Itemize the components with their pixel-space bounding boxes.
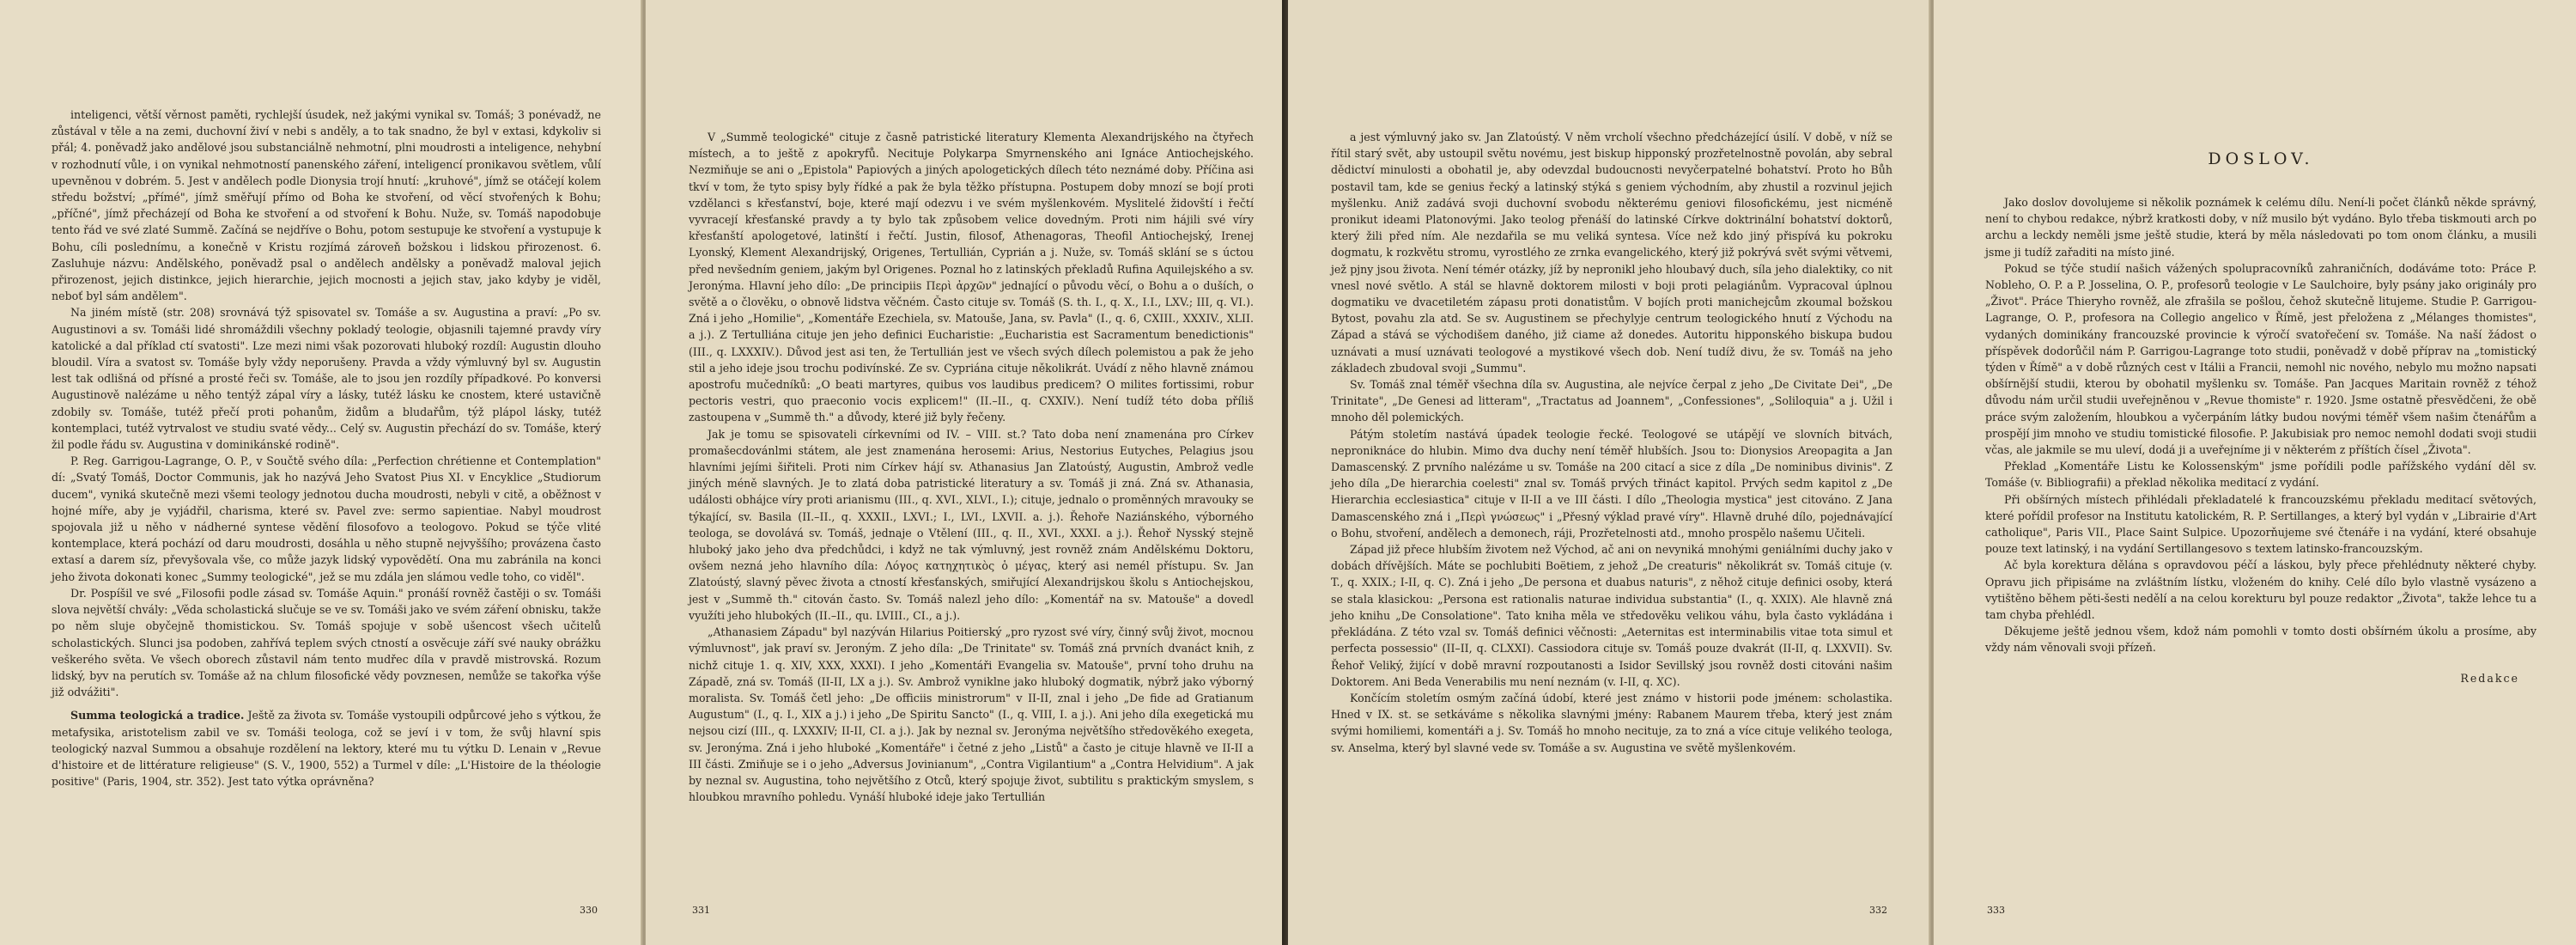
paragraph: Na jiném místě (str. 208) srovnává týž spisovatel sv. Tomáše a sv. Augustina a praví: „Po sv. Augustinovi a sv. Tomáši lidé shromáždili všechny pokladý teologie, objasnili tajemné pravdy víry katolické a dal příklad ctí svatosti". Lze mezi nimi však pozorovati hluboký rozdíl: Augustin dlouho bloudil. Víra a svatost sv. Tomáše byly vždy neporušeny. Pravda a vždy výmluvný byl sv. Augustin lest tak odlišná od přísné a prosté řeči sv. Tomáše, ale to jsou jen rozdíly případkové. Po konversi Augustinově nalézáme u něho tentýž zápal víry a lásky, tutéž lásku ke cnostem, které ustavičně zdobily sv. Tomáše, tutéž přečí proti pohanům, židům a bludařům, týž plápol lásky, tutéž kontemplaci, tutéž vytrvalost ve studiu svaté vědy... Celý sv. Augustin přechází do sv. Tomáše, který žil podle řádu sv. Augustina v dominikánské rodině". <box>52 306 601 452</box>
paragraph: P. Reg. Garrigou-Lagrange, O. P., v Součtě svého díla: „Perfection chrétienne et Contemplation" dí: „Svatý Tomáš, Doctor Communis, jak ho nazývá Jeho Svatost Pius XI. v Encyklice „Studiorum ducem", vyniká skutečně mezi všemi teology jednotou ducha moudrosti, nebyli v citě, a oběžnost v hojné míře, aby je vyjádřil, charisma, které sv. Pavel zve: sermo sapientiae. Nabyl moudrost spojovala již u něho v nádherné syntese vědění filosofovo a teologovo. Pokud se týče vlité kontemplace, která pochází od daru moudrosti, dosáhla u něho stupně nejvyššího; provázena často extasí a darem síz, převyšovala vše, co může jazyk lidský vypovědětí. Ona mu zabránila na konci jeho života dokonati konec „Summy teologické", jež se mu zdála jen slámou vedle toho, co viděl". <box>52 454 601 583</box>
page-332-text <box>1331 129 1893 756</box>
page-331-text <box>689 129 1254 805</box>
paragraph: Při obšírných místech přihlédali překladatelé k francouzskému překladu meditací světových, které pořídil profesor na Institutu katolickém, R. P. Sertillanges, a který byl vydán v „Librairie d'Art catholique", Paris VII., Place Saint Sulpice. Upozorňujeme své čtenáře i na vydání, které obsahuje pouze text latinský, i na vydání Sertillangesovo s textem latinsko-francouzským. <box>1985 492 2537 556</box>
paragraph: inteligenci, větší věrnost paměti, rychlejší úsudek, než jakými vynikal sv. Tomáš; 3 ponévadž, ne zůstával v těle a na zemi, duchovní živí v nebi s anděly, a to tak snadno, že byl v extasi, kdykoliv si přál; 4. poněvadž jako andělové jsou substanciálně nehmotní, plni moudrosti a inteligence, nehybní v rozhodnutí vůle, i on vynikal nehmotností panenského záření, inteligencí pronikavou světlem, vůlí upevněnou v dobrém. 5. Jest v andělech podle Dionysia trojí hnutí: „kruhové", jímž se otáčejí kolem středu božství; „přímé", jímž směřují přímo od Boha ke stvoření, od věcí stvořených k Bohu; „příčné", jímž přecházejí od Boha ke stvoření a od stvoření k Bohu. Nuže, sv. Tomáš napodobuje tento řád ve své zlaté Summě. Začíná se nejdříve o Bohu, potom sestupuje ke stvoření a vystupuje k Bohu, cíli poslednímu, a konečně v Kristu rozjímá zároveň božskou i lidskou přirozenost. 6. Zasluhuje názvu: Andělského, poněvadž psal o andělech andělsky a poněvadž maloval jejich přirozenost, jejich distinkce, jejich hierarchie, jejich mocnosti a jejich stav, jako kdyby je viděl, neboť byl sám andělem". <box>52 108 601 303</box>
paragraph: Dr. Pospíšil ve své „Filosofii podle zásad sv. Tomáše Aquin." pronáší rovněž častěji o sv. Tomáši slova největší chvály: „Věda scholastická slučuje se ve sv. Tomáši jako ve svém záření obnisku, takže po něm sluje obyčejně thomistickou. Sv. Tomáš spojuje v sobě ušencost všech učitelů scholastických. Slunci jsa podoben, zahřívá teplem svých ctností a osvěcuje září své nauky obrážku veškerého světa. Ve všech oborech zůstavil nám tento mudřec díla v pravdě mistrovská. Rozum lidský, byv na perutích sv. Tomáše až na chlum filosofické vědy povznesen, nemůže se takořka výše již odvážiti". <box>52 586 601 699</box>
page-number: 330 <box>580 905 598 916</box>
page-330-text <box>52 107 601 790</box>
page-number: 333 <box>1987 905 2005 916</box>
right-spread <box>1288 0 2576 945</box>
page-title: DOSLOV. <box>2208 149 2314 168</box>
signature: Redakce <box>2460 671 2519 685</box>
paragraph: Sv. Tomáš znal téměř všechna díla sv. Augustina, ale nejvíce čerpal z jeho „De Civitate Dei", „De Trinitate", „De Genesi ad litteram", „Tractatus ad Joannem", „Confessiones", „Soliloquia" a j. Užil i mnoho děl polemických. <box>1331 378 1893 424</box>
section-text: Ještě za života sv. Tomáše vystoupili odpůrcové jeho s výtkou, že metafysika, aristotelism zabil ve sv. Tomáši teologa, což se jeví i v tom, že svůj hlavní spis teologický nazval Summou a obsahuje rozdělení na lektory, které mu tu výtku D. Lenain v „Revue d'histoire et de littérature religieuse" (S. V., 1900, 552) a Turmel v díle: „L'Histoire de la théologie positive" (Paris, 1904, str. 352). Jest tato výtka oprávněna? <box>52 709 601 789</box>
paragraph: Končícím stoletím osmým začíná údobí, které jest známo v historii pode jménem: scholastika. Hned v IX. st. se setkáváme s několika slavnými jmény: Rabanem Maurem třeba, který jest znám svými homiliemi, komentáři a j. Sv. Tomáš ho mnoho necituje, za to zná a více cituje velikého teologa, sv. Anselma, který byl slavné vede sv. Tomáše a sv. Augustina ve světě myšlenkovém. <box>1331 691 1893 754</box>
page-333 <box>1934 0 2576 945</box>
page-333-text <box>1985 194 2537 656</box>
section-paragraph <box>52 707 601 790</box>
paragraph: Děkujeme ještě jednou všem, kdož nám pomohli v tomto dosti obšírném úkolu a prosíme, aby vždy nám věnovali svoji přízeň. <box>1985 625 2537 655</box>
paragraph: a jest výmluvný jako sv. Jan Zlatoústý. V něm vrcholí všechno předcházející úsilí. V době, v níž se řítil starý svět, aby ustoupil světu novému, jest biskup hipponský prozřetelnostně povolán, aby sebral dědictví minulosti a obohatil je, aby odevzdal budoucnosti nevyčerpatelné bohatství. Proto ho Bůh postavil tam, kde se genius řecký a latinský stýká s geniem východním, aby zhustil a rozvinul jejich myšlenku. Aniž zadává svoji duchovní svobodu některému geniovi filosofickému, jest nicméně pronikut ideami Platonovými. Jako teolog přenáší do latinské Církve doktrinální bohatství doktorů, který žili před ním. Ale nezdařila se mu veliká syntesa. Více než kdo jiný přispívá ku pokroku dogmatu, k rozkvětu stromu, vyrostlého ze zrnka evangelického, který již pokrývá svět svými větvemi, jež pjny jsou života. Není témér otázky, jíž by nepronikl jeho hloubavý duch, síla jeho dialektiky, co nit vnesl nové světlo. A stál se hlavně doktorem milosti v boji proti pelagiánům. Vypracoval úplnou dogmatiku ve dvacetiletém zápasu proti donatistům. V bojích proti manichejcům zkoumal božskou Bytost, povahu zla atd. Se sv. Augustinem se přechylyje centrum teologického hnutí z Východu na Západ a stává se východišem daného, již ciame až donedes. Autoritu hipponského biskupa budou uznávati a musí uznávati teologové a mystikové všech dob. Není tudíž divu, že sv. Tomáš na jeho základech zbudoval svoji „Summu". <box>1331 131 1893 375</box>
paragraph: Ač byla korektura dělána s opravdovou péčí a láskou, byly přece přehlédnuty některé chyby. Opravu jich připisáme na zvláštním lístku, vloženém do knihy. Celé dílo bylo vlastně vysázeno a vytištěno během pěti-šesti nedělí a na celou korekturu byl pouze redaktor „Života", takže lehce tu a tam chyba přehlédl. <box>1985 558 2537 622</box>
page-331 <box>646 0 1288 945</box>
paragraph: Pokud se týče studií našich vážených spolupracovníků zahraničních, dodáváme toto: Práce P. Nobleho, O. P. a P. Josselina, O. P., profesorů teologie v Le Saulchoire, byly psány jako originály pro „Život". Práce Thieryho rovněž, ale zfrašila se pošlou, čehož skutečně litujeme. Studie P. Garrigou-Lagrange, O. P., profesora na Collegio angelico v Římě, jest přeložena z „Mélanges thomistes", vydaných dominikány francouzské provincie k výročí svatořečení sv. Tomáše. Na naší žádost o příspěvek dodorůčil nám P. Garrigou-Lagrange toto studii, poněvadž v době příprav na „tomistický týden v Římě" a v době různých cest v Itálii a Francii, nemohl nic nového, nebylo mu možno napsati obšírnější studii, kterou by obohatil myšlenku sv. Tomáše. Pan Jacques Maritain rovněž z téhož důvodu nám určil studii uveřejněnou v „Revue thomiste" r. 1920. Jsme ostatně přesvědčeni, že obě práce svým založením, hloubkou a vyčerpáním látky budou novými téměř všem našim čtenářům a prospějí jim mnoho ve studiu tomistické filosofie. P. Jakubisiak pro nemoc nemohl dodati svoji studii včas, ale jakmile se mu uleví, dodá ji a uveřejníme ji v některém z příštích čísel „Života". <box>1985 261 2537 457</box>
paragraph: V „Summě teologické" cituje z časně patristické literatury Klementa Alexandrijského na čtyřech místech, a to ještě z apokryfů. Necituje Polykarpa Smyrnenského ani Ignáce Antiochejského. Nezmiňuje se ani o „Epistola" Papiových a jiných apologetických dílech této neznámé doby. Příčina asi tkví v tom, že tyto spisy byly řídké a pak že byla těžko přístupna. Postupem doby mnozí se bojí proti vzdělanci s křesťanství, boje, které mají odezvu i ve svém myšlenkovém. Myslitelé židovští i řečtí vyvracejí křesťanské pravdy a ty bylo tak způsobem velice dovedným. Proti nim hájili své víry křesťanští apologetové, latinští i řečtí. Justin, filosof, Athenagoras, Theofil Antiochejský, Irenej Lyonský, Klement Alexandrijský, Origenes, Tertullián, Cyprián a j. Nuže, sv. Tomáš sklání se s úctou před nevšedním geniem, jakým byl Origenes. Poznal ho z latinských překladů Rufina Aquilejského a sv. Jeronýma. Hlavní jeho dílo: „De principiis Περὶ ἀρχῶν" jednající o původu věcí, o Bohu a o duších, o světě a o člověku, o obnově lidstva věčném. Často cituje sv. Tomáš (S. th. I., q. X., I.I., LXV.; III, q. VI.). Zná i jeho „Homilie", „Komentáře Ezechiela, sv. Matouše, Jana, sv. Pavla" (I., q. 6, CXIII., XXXIV., XLII. a j.). Z Tertulliána cituje jen jeho definici Eucharistie: „Eucharistia est Sacramentum benedictionis" (III., q. LXXXIV.). Důvod jest asi ten, že Tertullián jest ve všech svých dílech polemistou a pak že jeho stil a jeho ideje jsou trochu podivínské. Ze sv. Cypriána cituje několikrát. Uvádí z něho hlavně známou apostrofu mučedníků: „O beati martyres, quibus vos laudibus predicem? O milites fortissimi, robur pectoris vestri, quo praeconio vocis explicem!" (II.–II., q. CXXIV.). Není tudíž této doba příliš zastoupena v „Summě th." a důvody, které již byly řečeny. <box>689 131 1254 424</box>
paragraph: „Athanasiem Západu" byl nazýván Hilarius Poitierský „pro ryzost své víry, činný svůj život, mocnou výmluvnost", jak praví sv. Jeroným. Z jeho díla: „De Trinitate" sv. Tomáš zná prvních dvanáct knih, z nichž cituje 1. q. XIV, XXX, XXXI). I jeho „Komentáři Evangelia sv. Matouše", první toho druhu na Západě, zná sv. Tomáš (II-II, LX a j.). Sv. Ambrož vyniklne jako hluboký dogmatik, nýbrž jako výborný moralista. Sv. Tomáš četl jeho: „De officiis ministrorum" v II-II, znal i jeho „De fide ad Gratianum Augustum" (I., q. I., XIX a j.) i jeho „De Spiritu Sancto" (I., q. VIII, I. a j.). Ani jeho díla exegetická mu nejsou cizí (III., q. LXXXIV; II-II, CI. a j.). Jak by neznal sv. Jeronýma největšího středověkého exegeta, sv. Jeronýma. Zná i jeho hluboké „Komentáře" i četné z jeho „Listů" a často je cituje hlavně ve II-II a III části. Zmiňuje se i o jeho „Adversus Jovinianum", „Contra Vigilantium" a „Contra Helvidium". A jak by neznal sv. Augustina, toho největšího z Otců, který spojuje život, subtilitu s praktickým smyslem, s hloubkou mravního pohledu. Vynáší hluboké ideje jako Tertullián <box>689 625 1254 804</box>
paragraph: Jak je tomu se spisovateli církevními od IV. – VIII. st.? Tato doba není znamenána pro Církev promašecdovánlmi státem, ale jest znamenána herosemi: Arius, Nestorius Eutyches, Pelagius jsou hlavními jejími šiřiteli. Proti nim Církev hájí sv. Athanasius Jan Zlatoústý, Augustin, Ambrož vedle jiných méně slavných. Je to zlatá doba patristické literatury a sv. Tomáš ji zná. Zná sv. Athanasia, události obhájce víry proti arianismu (III., q. XVI., XLVI., I.); cituje, jednalo o proměnných mravouky se týkající, sv. Basila (II.–II., q. XXXII., LXVI.; I., LVI., LXVII. a. j.). Řehoře Naziánského, výborného teologa, se dovolává sv. Tomáš, jednaje o Vtělení (III., q. II., XVI., XXXI. a j.). Řehoř Nysský stejně hluboký jako jeho dva předchůdci, i když ne tak výmluvný, jest rovněž znám Andělskému Doktoru, ovšem nezná jeho hlavního díla: Λόγος κατηχητικὸς ὁ μέγας, který asi nemél přístupu. Sv. Jan Zlatoústý, slavný pěvec života a ctností křesťanských, smiřující Alexandrijskou školu s Antiochejskou, jest v „Summě th." citován často. Sv. Tomáš nalezl jeho dílo: „Komentář na sv. Matouše" a dovedl využíti jeho hlubokých (II.–II., qu. LVIII., CI., a j.). <box>689 427 1254 622</box>
page-330 <box>0 0 642 945</box>
page-number: 331 <box>692 905 710 916</box>
page-332 <box>1288 0 1930 945</box>
page-number: 332 <box>1869 905 1887 916</box>
section-title: Summa teologická a tradice. <box>70 709 245 722</box>
paragraph: Jako doslov dovolujeme si několik poznámek k celému dílu. Není-li počet článků někde správný, není to chybou redakce, nýbrž kratkosti doby, v níž musilo být vydáno. Bylo třeba tiskmouti arch po archu a leckdy neměli jsme ještě studie, která by měla následovati po tom onom článku, a musili jsme ji tudíž zařaditi na místo jiné. <box>1985 196 2537 259</box>
paragraph: Pátým stoletím nastává úpadek teologie řecké. Teologové se utápějí ve slovních bitvách, neproniknáce do hlubin. Mimo dva duchy není téměř hlubších. Jsou to: Dionysios Areopagita a Jan Damascenský. Z prvního nalézáme u sv. Tomáše na 200 citací a sice z díla „De nominibus divinis". Z jeho díla „De hierarchia coelesti" znal sv. Tomáš prvých třináct kapitol. Prvých sedm kapitol z „De Hierarchia ecclesiastica" cituje v II-II a ve III části. I dílo „Theologia mystica" jest citováno. Z Jana Damascenského zná i „Περὶ γνώσεως" i „Přesný výklad pravé víry". Hlavně druhé dílo, pojednávající o Bohu, stvoření, andělech a demonech, ráji, Prozřetelnosti atd., mnoho prospělo našemu Učiteli. <box>1331 427 1893 540</box>
paragraph: Překlad „Komentáře Listu ke Kolossenským" jsme pořídili podle pařížského vydání děl sv. Tomáše (v. Bibliografii) a překlad několika meditací z vydání. <box>1985 460 2537 490</box>
paragraph: Západ již přece hlubším životem než Východ, ač ani on nevyniká mnohými geniálními duchy jako v dobách dřívějších. Máte se pochlubiti Boëtiem, z jehož „De creaturis" několikrát sv. Tomáš cituje (v. T., q. XXIX.; I-II, q. C). Zná i jeho „De persona et duabus naturis", z něhož cituje definici osoby, která se stala klasickou: „Persona est rationalis naturae individua substantia" (I., q. XXIX). Ale hlavně zná jeho knihu „De Consolatione". Tato kniha měla ve středověku velikou váhu, byla často vykládána i překládána. Z této vzal sv. Tomáš definici věčnosti: „Aeternitas est interminabilis vitae tota simul et perfecta possessio" (II–II, q. CLXXI). Cassiodora cituje sv. Tomáš pouze dvakrát (II-II, q. LXXVII). Sv. Řehoř Veliký, žijící v době mravní rozpoutanosti a Isidor Sevillský jsou rovněž dosti citováni našim Doktorem. Ani Beda Venerabilis mu není neznám (v. I-II, q. XC). <box>1331 543 1893 688</box>
